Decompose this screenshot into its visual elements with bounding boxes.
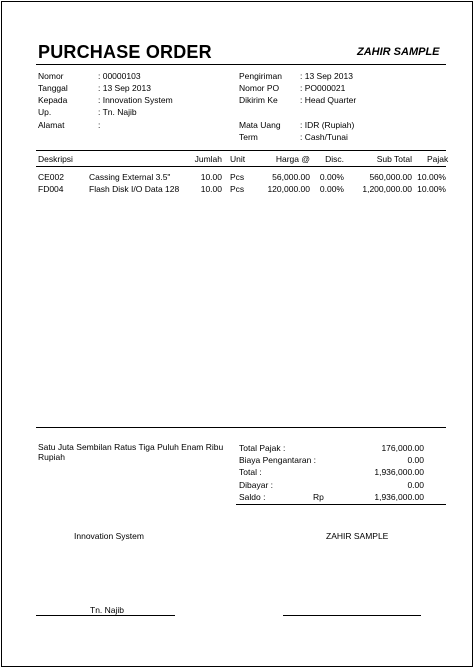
- row-tax: 10.00%: [417, 172, 446, 182]
- totals-bottom-divider: [236, 504, 446, 505]
- table-top-divider: [36, 150, 446, 151]
- company-name: ZAHIR SAMPLE: [357, 46, 440, 58]
- dikirim-ke-value: : Head Quarter: [300, 95, 357, 105]
- total-label: Total :: [239, 467, 262, 477]
- nomor-po-label: Nomor PO: [239, 83, 280, 93]
- row-disc: 0.00%: [319, 184, 344, 194]
- signature-right-company: ZAHIR SAMPLE: [326, 531, 389, 541]
- document-title: PURCHASE ORDER: [38, 42, 212, 62]
- pengiriman-value: : 13 Sep 2013: [300, 71, 353, 81]
- col-harga: Harga @: [275, 154, 310, 164]
- row-tax: 10.00%: [417, 184, 446, 194]
- row-subtotal: 560,000.00: [369, 172, 412, 182]
- amount-in-words: Satu Juta Sembilan Ratus Tiga Puluh Enam Ribu Rupiah: [38, 442, 224, 462]
- row-qty: 10.00: [200, 184, 222, 194]
- term-value: : Cash/Tunai: [300, 132, 348, 142]
- table-header-divider: [36, 166, 446, 167]
- kepada-value: : Innovation System: [98, 95, 173, 105]
- col-deskripsi: Deskripsi: [38, 154, 73, 164]
- term-label: Term: [239, 132, 258, 142]
- alamat-value: :: [98, 120, 101, 130]
- row-disc: 0.00%: [319, 172, 344, 182]
- signature-right-line: [283, 615, 421, 616]
- dikirim-ke-label: Dikirim Ke: [239, 95, 278, 105]
- kepada-label: Kepada: [38, 95, 68, 105]
- row-qty: 10.00: [200, 172, 222, 182]
- col-jumlah: Jumlah: [194, 154, 222, 164]
- row-desc: Cassing External 3.5": [89, 172, 171, 182]
- row-unit: Pcs: [230, 172, 245, 182]
- row-price: 56,000.00: [272, 172, 310, 182]
- row-subtotal: 1,200,000.00: [362, 184, 412, 194]
- tanggal-label: Tanggal: [38, 83, 68, 93]
- row-code: FD004: [38, 184, 64, 194]
- saldo-currency: Rp: [313, 492, 324, 502]
- footer-divider: [36, 427, 446, 428]
- tanggal-value: : 13 Sep 2013: [98, 83, 151, 93]
- row-desc: Flash Disk I/O Data 128: [89, 184, 180, 194]
- total-value: 1,936,000.00: [374, 467, 424, 477]
- total-pajak-label: Total Pajak :: [239, 443, 286, 453]
- col-subtotal: Sub Total: [376, 154, 412, 164]
- pengiriman-label: Pengiriman: [239, 71, 282, 81]
- dibayar-value: 0.00: [407, 480, 424, 490]
- total-pajak-value: 176,000.00: [381, 443, 424, 453]
- signature-left-line: [36, 615, 175, 616]
- row-unit: Pcs: [230, 184, 245, 194]
- signature-left-name: Tn. Najib: [90, 605, 125, 615]
- dibayar-label: Dibayar :: [239, 480, 274, 490]
- nomor-value: : 00000103: [98, 71, 141, 81]
- saldo-label: Saldo :: [239, 492, 266, 502]
- col-unit: Unit: [230, 154, 246, 164]
- biaya-pengantaran-value: 0.00: [407, 455, 424, 465]
- purchase-order-page: [1, 1, 473, 667]
- alamat-label: Alamat: [38, 120, 65, 130]
- mata-uang-label: Mata Uang: [239, 120, 281, 130]
- row-code: CE002: [38, 172, 64, 182]
- nomor-label: Nomor: [38, 71, 64, 81]
- col-disc: Disc.: [325, 154, 344, 164]
- col-pajak: Pajak: [427, 154, 449, 164]
- nomor-po-value: : PO000021: [300, 83, 346, 93]
- title-divider: [36, 64, 446, 65]
- up-label: Up.: [38, 107, 52, 117]
- row-price: 120,000.00: [267, 184, 310, 194]
- biaya-pengantaran-label: Biaya Pengantaran :: [239, 455, 317, 465]
- up-value: : Tn. Najib: [98, 107, 137, 117]
- saldo-value: 1,936,000.00: [374, 492, 424, 502]
- mata-uang-value: : IDR (Rupiah): [300, 120, 355, 130]
- signature-left-company: Innovation System: [74, 531, 144, 541]
